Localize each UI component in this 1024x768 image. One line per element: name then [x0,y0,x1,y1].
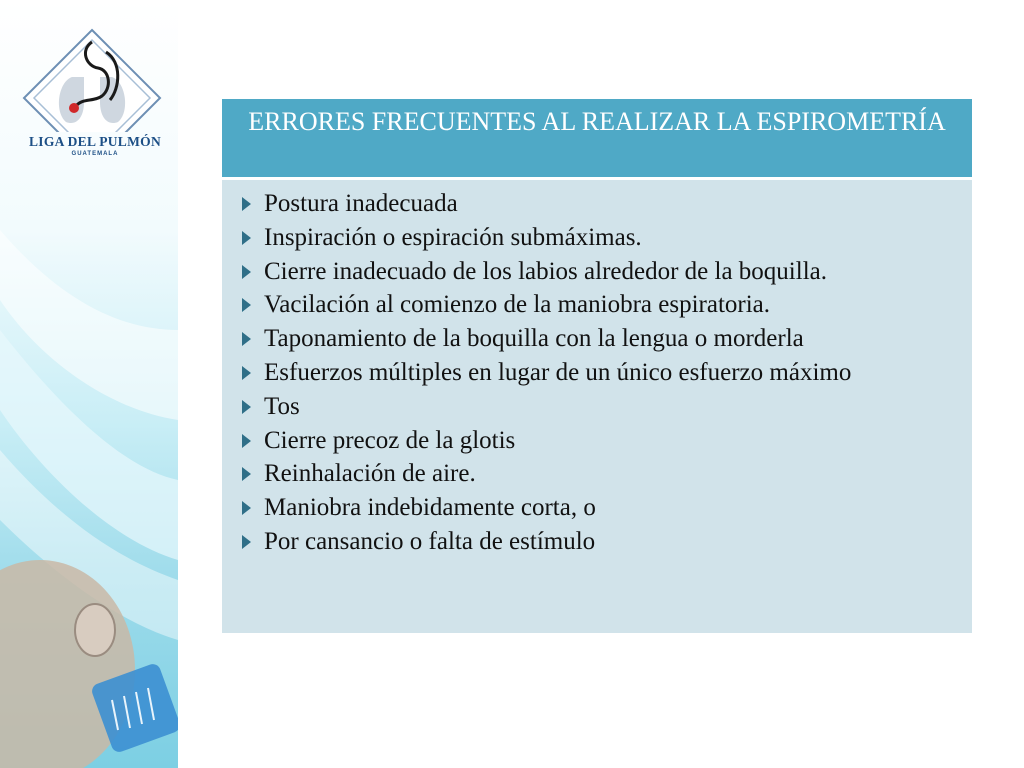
triangle-bullet-icon [242,501,251,515]
list-item [240,525,956,559]
list-item [240,457,956,491]
triangle-bullet-icon [242,434,251,448]
logo [10,22,170,182]
logo-subtitle: GUATEMALA [71,151,119,157]
triangle-bullet-icon [242,467,251,481]
triangle-bullet-icon [242,265,251,279]
list-item [240,221,956,255]
error-list [240,187,956,559]
list-item-text: Maniobra indebidamente corta, o [264,494,596,522]
list-item [240,187,956,221]
triangle-bullet-icon [242,231,251,245]
triangle-bullet-icon [242,298,251,312]
list-item-text: Tos [264,392,300,420]
triangle-bullet-icon [242,400,251,414]
list-item-text: Inspiración o espiración submáximas. [264,223,642,251]
list-item [240,424,956,458]
list-item-text: Cierre inadecuado de los labios alrededor de la boquilla. [264,257,827,285]
list-item-text: Cierre precoz de la glotis [264,426,516,454]
list-item-text: Taponamiento de la boquilla con la lengua o morderla [264,325,804,353]
list-item-text: Vacilación al comienzo de la maniobra espiratoria. [264,291,771,319]
list-item [240,255,956,289]
list-item [240,390,956,424]
list-item-text: Por cansancio o falta de estímulo [264,527,596,555]
list-item [240,322,956,356]
triangle-bullet-icon [242,197,251,211]
decorative-sidebar [0,0,178,768]
list-item-text: Esfuerzos múltiples en lugar de un único esfuerzo máximo [264,358,852,386]
list-item [240,288,956,322]
triangle-bullet-icon [242,366,251,380]
table-header: ERRORES FRECUENTES AL REALIZAR LA ESPIROMETRÍA [222,99,972,177]
list-item-text: Postura inadecuada [264,190,458,217]
lungs-stethoscope-icon [10,22,170,132]
list-item [240,491,956,525]
list-item-text: Reinhalación de aire. [264,460,476,488]
triangle-bullet-icon [242,535,251,549]
logo-name: LIGA DEL PULMÓN [28,134,162,149]
list-item [240,356,956,390]
triangle-bullet-icon [242,332,251,346]
table-body [222,180,972,633]
errors-table [222,99,972,633]
